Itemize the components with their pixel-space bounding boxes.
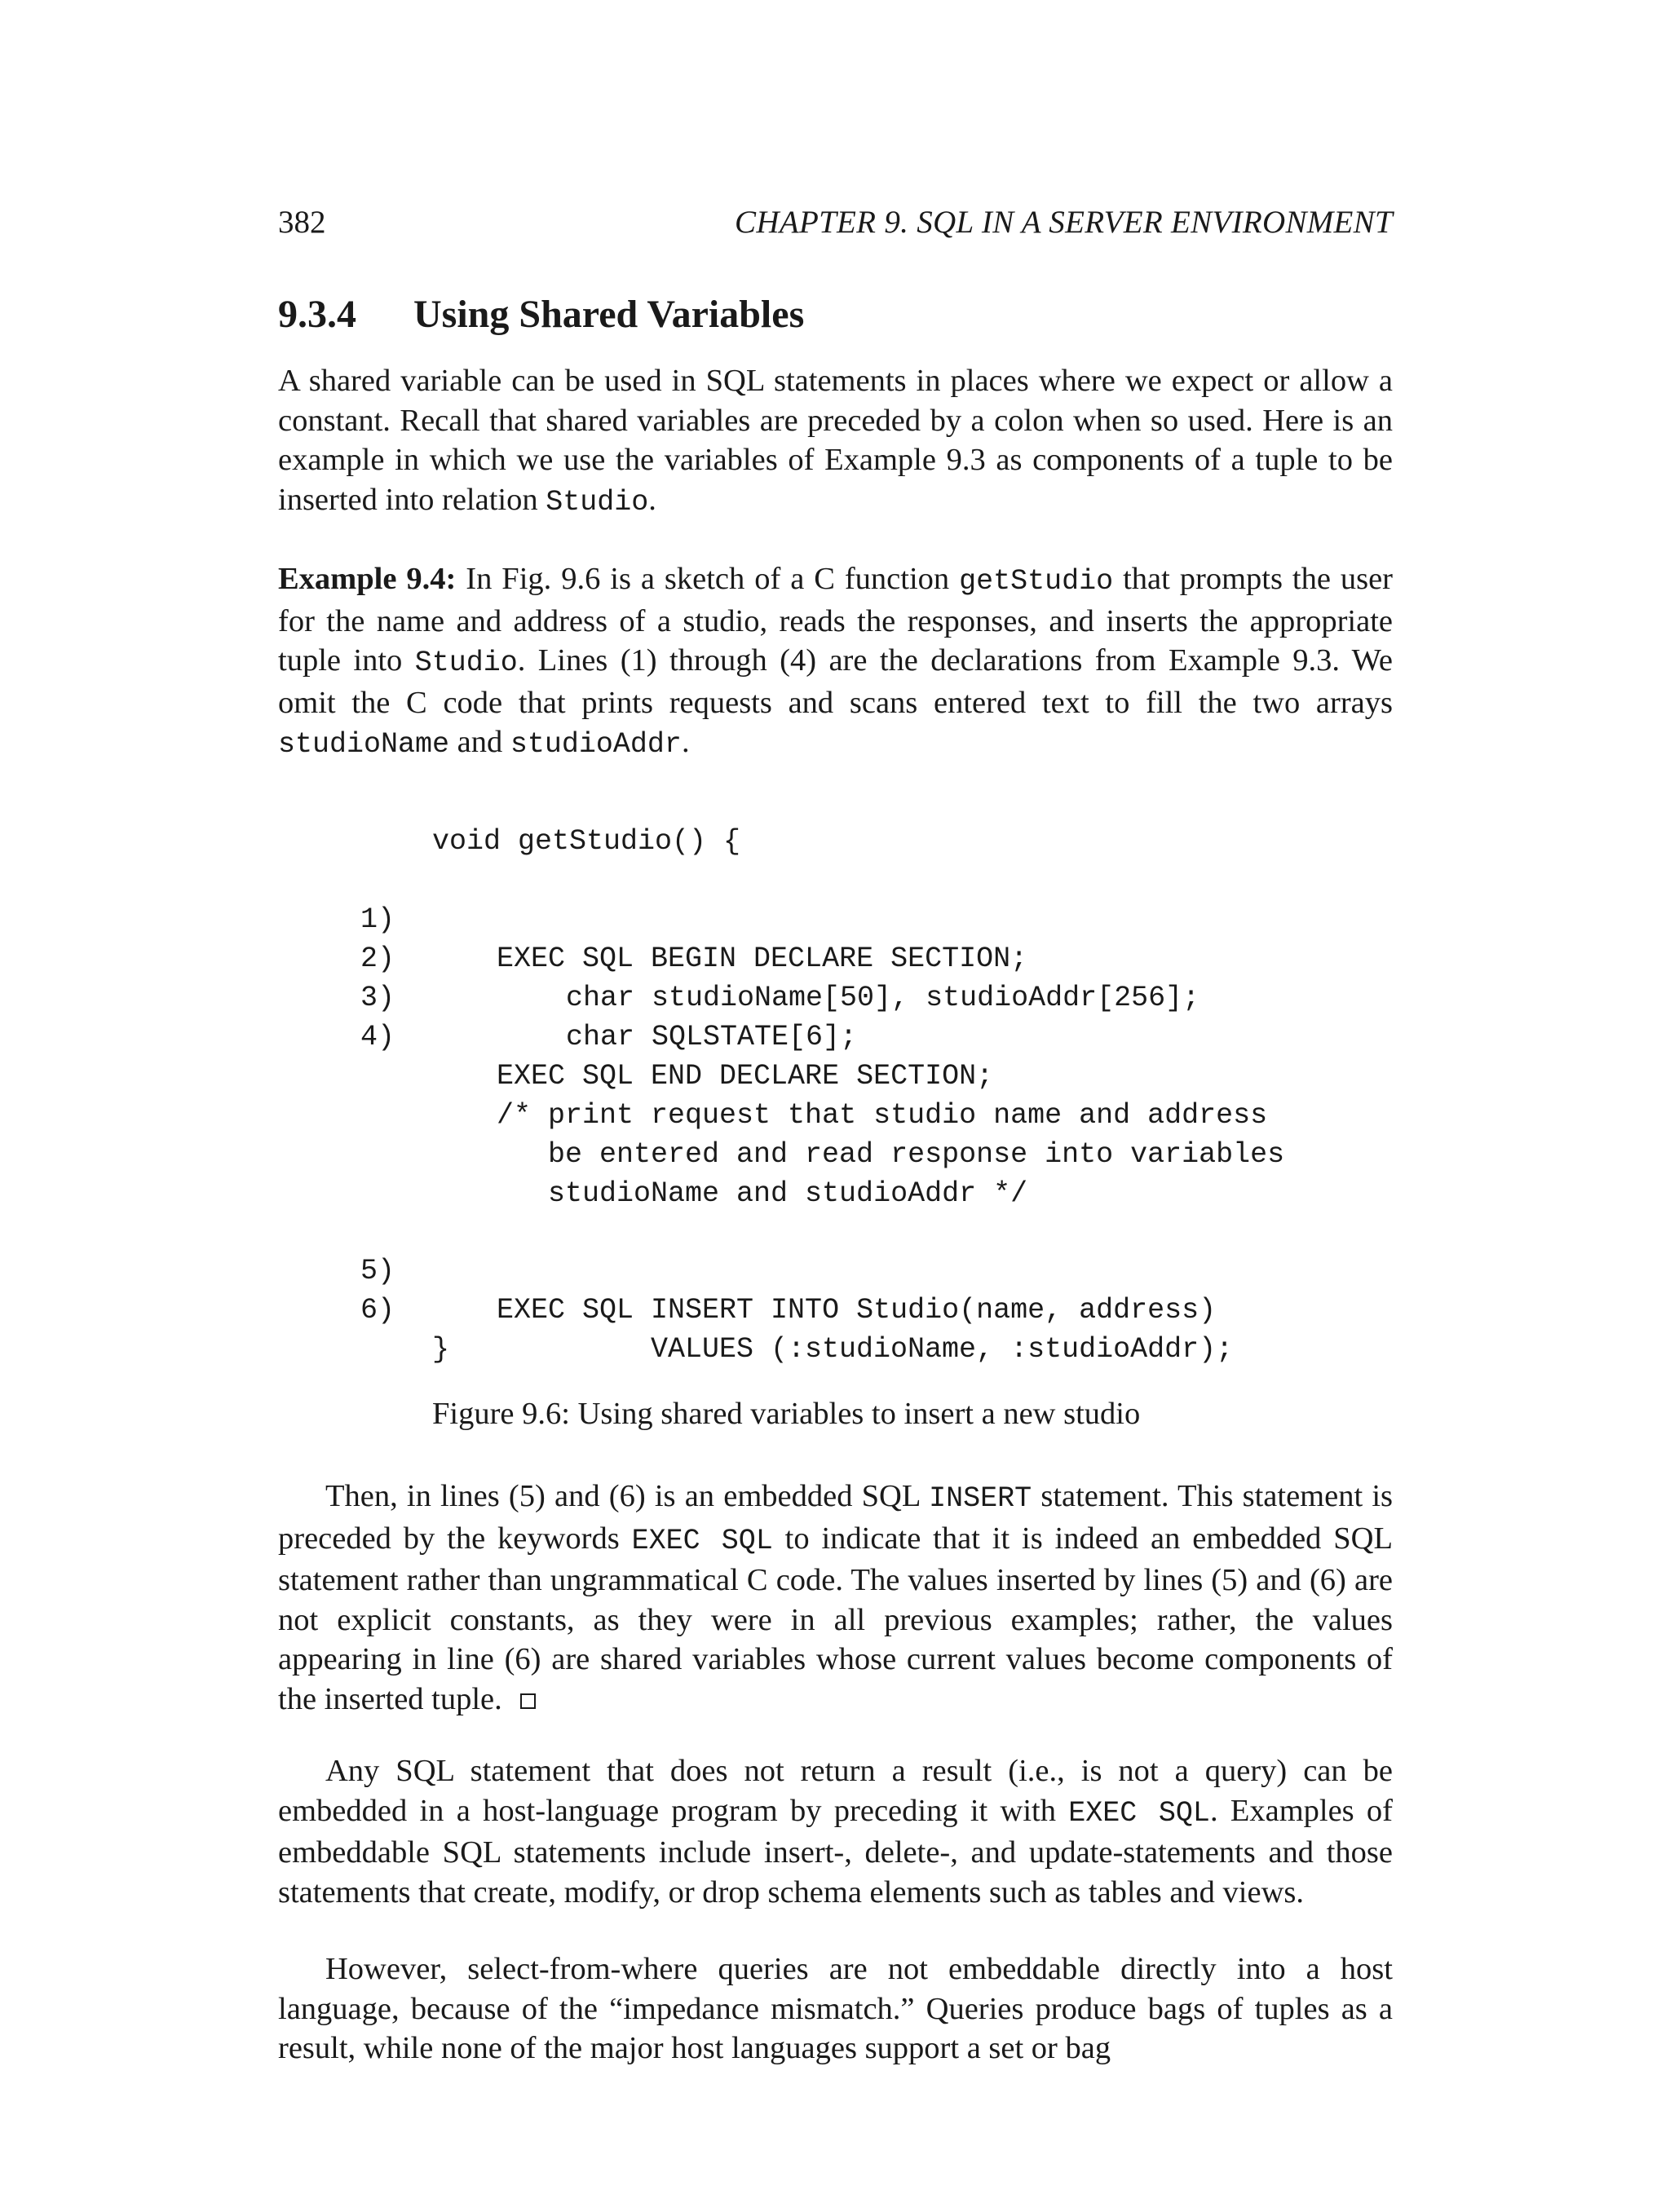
any-code-exec-sql: EXEC SQL — [1068, 1796, 1210, 1830]
code-line-close — [278, 1291, 450, 1366]
line-number: 1) — [360, 903, 395, 936]
any-text-2: . Examples of embeddable SQL statements include insert-, delete-, and update-statements and those statements that create, modify, or drop schema elements such as tables and views. — [278, 1793, 1394, 1910]
then-paragraph — [278, 1477, 1393, 1719]
section-number: 9.3.4 — [278, 293, 356, 336]
code-text: } — [432, 1333, 450, 1366]
example-label: Example 9.4: — [278, 562, 457, 596]
book-page — [278, 0, 1393, 2212]
code-text: /* print request that studio name and address — [497, 1099, 1268, 1132]
code-line-1 — [278, 861, 1028, 975]
line-number: 2) — [360, 943, 395, 975]
example-code-studioaddr: studioAddr — [510, 728, 682, 761]
example-text-3: . Lines (1) through (4) are the declarations from Example 9.3. We omit the C code that prints requests and scans entered text to fill the two arrays — [278, 643, 1393, 720]
example-paragraph — [278, 559, 1393, 765]
then-code-insert: INSERT — [929, 1482, 1032, 1515]
example-text-5: . — [681, 725, 690, 759]
line-number: 5) — [360, 1255, 395, 1287]
however-paragraph: However, select-from-where queries are not embeddable directly into a host language, because of the “impedance mismatch.” Queries produce bags of tuples as a result, while none of the major host languages support a set or bag — [278, 1952, 1393, 2065]
intro-code-studio: Studio — [546, 485, 649, 519]
line-number: 6) — [360, 1294, 395, 1327]
section-title: Using Shared Variables — [413, 293, 805, 336]
chapter-title: CHAPTER 9. SQL IN A SERVER ENVIRONMENT — [735, 205, 1393, 240]
example-text-2: that prompts the user for the name and address of a studio, reads the responses, and inserts the appropriate tuple into — [278, 562, 1393, 678]
intro-paragraph — [278, 361, 1393, 522]
code-text: studioName and studioAddr */ — [548, 1177, 1028, 1210]
example-text-1: In Fig. 9.6 is a sketch of a C function — [456, 562, 960, 596]
then-text-2: statement. This statement is preceded by the keywords — [278, 1479, 1394, 1556]
then-text-3: to indicate that it is indeed an embedded SQL statement rather than ungrammatical C code. The values inserted by lines (5) and (6) are not explicit constants, as they were in all previous examples; rather, the values appearing in line (6) are shared variables whose current values become components of the inserted tuple. — [278, 1521, 1394, 1716]
example-code-studio: Studio — [414, 647, 518, 679]
running-header — [278, 204, 1393, 246]
line-number: 3) — [360, 982, 395, 1014]
code-open-text: void getStudio() { — [432, 825, 741, 858]
example-text-4: and — [449, 725, 510, 759]
code-text: EXEC SQL BEGIN DECLARE SECTION; — [497, 943, 1028, 975]
example-code-getstudio: getStudio — [959, 565, 1114, 598]
code-line-5 — [278, 1212, 1217, 1327]
any-text-1: Any SQL statement that does not return a result (i.e., is not a query) can be embedded in a host-language program by preceding it with — [278, 1754, 1393, 1828]
intro-end: . — [648, 482, 656, 517]
then-code-exec-sql: EXEC SQL — [631, 1524, 773, 1557]
line-number: 4) — [360, 1021, 395, 1053]
code-text: VALUES (:studioName, :studioAddr); — [651, 1333, 1234, 1366]
example-code-studioname: studioName — [278, 728, 450, 761]
code-text: EXEC SQL INSERT INTO Studio(name, address) — [497, 1294, 1217, 1327]
section-heading — [278, 292, 804, 337]
code-text: be entered and read response into variables — [548, 1138, 1285, 1171]
page-number: 382 — [278, 205, 326, 240]
code-text: char studioName[50], studioAddr[256]; — [566, 982, 1200, 1014]
end-of-example-icon — [520, 1693, 536, 1709]
code-line-open — [278, 783, 741, 858]
intro-text: A shared variable can be used in SQL statements in places where we expect or allow a constant. Recall that shared variables are preceded by a colon when so used. Here is an example in which we use the variables of Example 9.3 as components of a tuple to be inserted into relation — [278, 364, 1393, 517]
then-text-1: Then, in lines (5) and (6) is an embedded SQL — [325, 1479, 930, 1513]
code-text: char SQLSTATE[6]; — [566, 1021, 858, 1053]
any-paragraph — [278, 1751, 1393, 1912]
code-text: EXEC SQL END DECLARE SECTION; — [497, 1060, 994, 1093]
figure-caption: Figure 9.6: Using shared variables to insert a new studio — [432, 1397, 1141, 1431]
